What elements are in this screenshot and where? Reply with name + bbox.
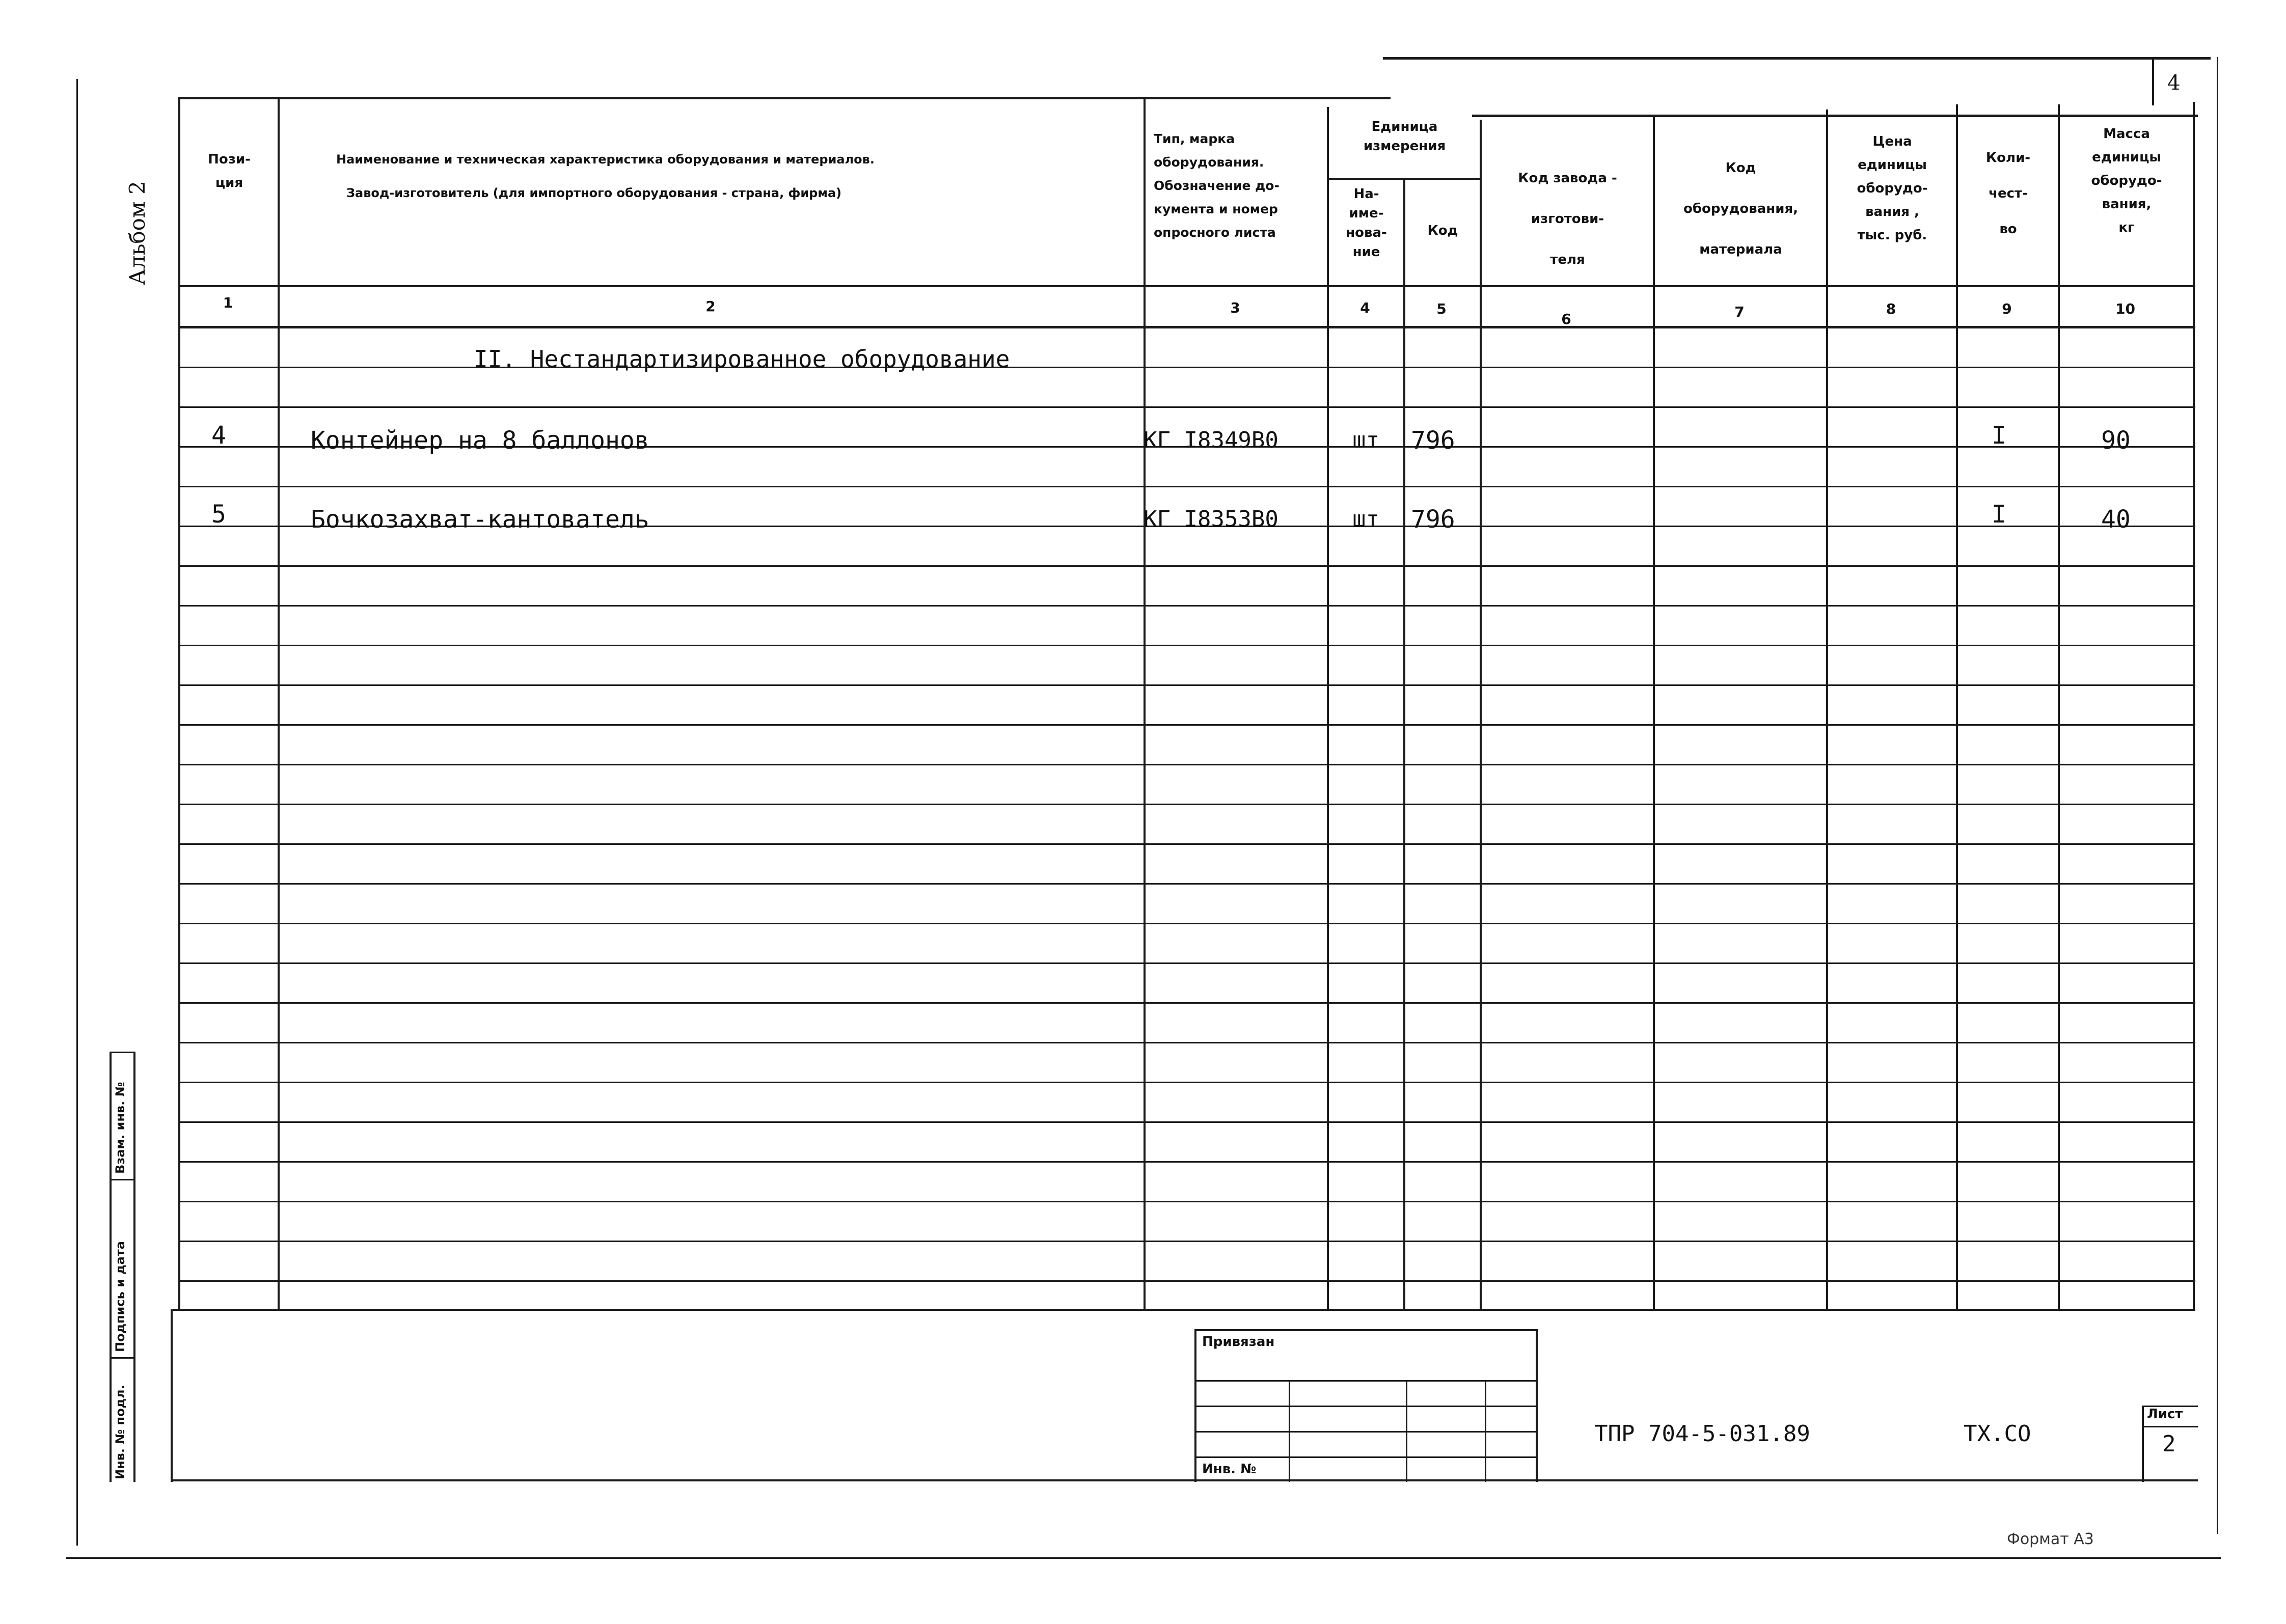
table-row-rule [178,962,2195,964]
table-row-rule [178,1042,2195,1043]
table-row-rule [178,724,2195,726]
doc-code: ТПР 704-5-031.89 [1594,1421,1810,1447]
row-4-unit: шт [1352,427,1379,453]
album-label: Альбом 2 [125,181,150,285]
table-row-rule [178,843,2195,845]
sheet-corner-number: 4 [2167,71,2181,95]
header-col9: Коли- чест- во [1985,150,2031,237]
table-row-rule [178,1002,2195,1004]
row-5-code: 796 [1411,505,1455,534]
table-row-rule [178,684,2195,686]
side-stamp-inv-original: Инв. № подл. [113,1385,127,1479]
header-col8: Цена единицы оборудо- вания , тыс. руб. [1857,134,1928,243]
header-col10: Масса единицы оборудо- вания, кг [2091,126,2162,235]
row-4-mass: 90 [2101,426,2131,455]
table-row-rule [178,1280,2195,1282]
table-row-rule [178,645,2195,646]
column-number: 9 [2002,300,2012,317]
side-stamp-replaced-inv: Взам. инв. № [113,1082,127,1174]
header-col3: Тип, марка оборудования. Обозначение до- кумента и номер опросного листа [1154,131,1280,240]
column-number: 4 [1360,299,1370,316]
sheet-label: Лист [2147,1407,2183,1422]
row-4-type: КГ I8349В0 [1144,427,1278,453]
binding-label: Привязан [1202,1334,1275,1350]
column-number: 6 [1561,311,1571,327]
row-5-name: Бочкозахват-кантователь [311,505,649,534]
doc-mark: ТХ.СО [1964,1421,2031,1447]
column-number: 3 [1230,299,1240,316]
row-4-name: Контейнер на 8 баллонов [311,426,649,455]
row-5-mass: 40 [2101,505,2131,534]
sheet-number: 2 [2162,1431,2176,1457]
column-number: 10 [2115,300,2135,317]
table-row-rule [178,764,2195,765]
header-col7: Код оборудования, материала [1683,160,1799,257]
header-col5: Код [1427,223,1458,238]
header-col1: Пози- ция [208,152,251,190]
header-unit-group: Единица измерения [1363,119,1446,154]
table-row-rule [178,883,2195,885]
row-5-unit: шт [1352,506,1379,532]
section-title: II. Нестандартизированное оборудование [474,345,1010,373]
table-row-rule [178,1201,2195,1202]
table-row-rule [178,804,2195,805]
header-col2: Наименование и техническая характеристика оборудования и материалов. Завод-изготовитель (для импортного оборудования - страна, фирма) [336,152,875,200]
table-row-rule [178,486,2195,487]
table-row-rule [178,923,2195,924]
table-row-rule [178,1241,2195,1242]
column-number: 8 [1886,300,1896,317]
row-5-qty: I [1992,500,2006,529]
table-row-rule [178,1121,2195,1123]
table-row-rule [178,1161,2195,1163]
column-number: 7 [1734,304,1745,320]
binding-inv-label: Инв. № [1202,1462,1257,1477]
column-number: 2 [705,298,716,315]
row-5-type: КГ I8353В0 [1144,506,1278,532]
row-4-position: 4 [211,421,226,450]
row-5-position: 5 [211,500,226,529]
format-label: Формат А3 [2007,1530,2094,1548]
header-col6: Код завода - изготови- теля [1518,171,1617,267]
side-stamp-signature-date: Подпись и дата [113,1241,127,1352]
row-4-qty: I [1992,421,2006,450]
table-row-rule [178,1082,2195,1083]
table-row-rule [178,565,2195,567]
table-row-rule [178,406,2195,408]
row-4-code: 796 [1411,426,1455,455]
column-number: 1 [223,294,233,311]
column-number: 5 [1436,300,1447,317]
table-row-rule [178,605,2195,607]
header-col4: На- име- нова- ние [1346,186,1387,260]
